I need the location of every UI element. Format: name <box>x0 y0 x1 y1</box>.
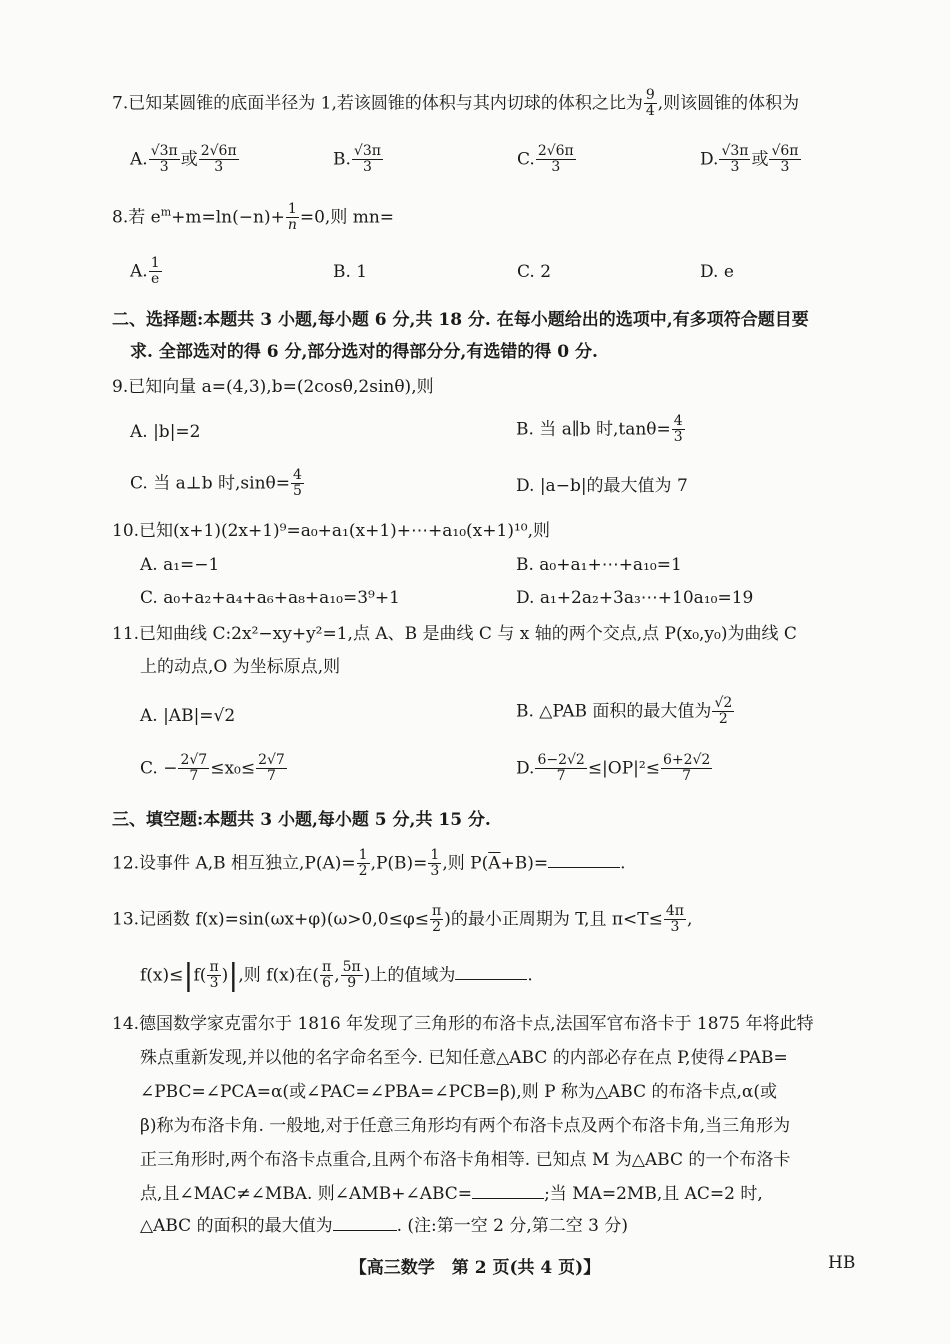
q10-option-c[interactable]: C. a₀+a₂+a₄+a₆+a₈+a₁₀=3⁹+1 <box>140 588 400 608</box>
q7-option-a[interactable]: A. $\frac{√3\pi}{3}$ 或 $\frac{2√6\pi}{3}$ <box>130 143 237 176</box>
q7-option-c[interactable]: C. $\frac{2√6\pi}{3}$ <box>517 143 574 176</box>
q11-stem: 11.已知曲线 C:2x²−xy+y²=1,点 A、B 是曲线 C 与 x 轴的两个交点,点 P(x₀,y₀)为曲线 C <box>112 624 797 644</box>
q14-answer-blank-1[interactable] <box>472 1198 544 1199</box>
q7-option-b[interactable]: B. $\frac{√3\pi}{3}$ <box>333 143 381 176</box>
q9-option-b[interactable]: B. 当 a∥b 时,tanθ= $\frac{4}{3}$ <box>516 413 683 446</box>
q14-answer-blank-2[interactable] <box>333 1230 397 1231</box>
q9-option-a[interactable]: A. |b|=2 <box>130 422 201 442</box>
q8-option-d[interactable]: D. e <box>700 262 734 282</box>
page-footer: 【高三数学 第 2 页(共 4 页)】 <box>349 1258 601 1278</box>
q14-stem-l4: β)称为布洛卡角. 一般地,对于任意三角形均有两个布洛卡点及两个布洛卡角,当三角形为 <box>140 1116 791 1136</box>
q9-option-c[interactable]: C. 当 a⊥b 时,sinθ= $\frac{4}{5}$ <box>130 467 302 500</box>
q13-stem: 13.记函数 f(x)=sin(ωx+φ)(ω>0,0≤φ≤ $\frac{\pi}{2}$ )的最小正周期为 T,且 π<T≤ $\frac{4\pi}{3}$ , <box>112 903 693 936</box>
q14-stem-l3: ∠PBC=∠PCA=α(或∠PAC=∠PBA=∠PCB=β),则 P 称为△ABC 的布洛卡点,α(或 <box>140 1082 778 1102</box>
section-2-heading-cont: 求. 全部选对的得 6 分,部分选对的得部分分,有选错的得 0 分. <box>130 342 598 362</box>
q9-option-d[interactable]: D. |a−b|的最大值为 7 <box>516 476 688 496</box>
q14-stem-l7: △ABC 的面积的最大值为 . (注:第一空 2 分,第二空 3 分) <box>140 1216 629 1236</box>
q9-stem: 9.已知向量 a=(4,3),b=(2cosθ,2sinθ),则 <box>112 377 434 397</box>
section-3-heading: 三、填空题:本题共 3 小题,每小题 5 分,共 15 分. <box>112 810 491 830</box>
q14-stem-l6: 点,且∠MAC≠∠MBA. 则∠AMB+∠ABC= ;当 MA=2MB,且 AC=2 时, <box>140 1184 763 1204</box>
q13-answer-blank[interactable] <box>455 979 527 980</box>
q11-option-a[interactable]: A. |AB|=√2 <box>140 706 236 726</box>
q11-option-b[interactable]: B. △PAB 面积的最大值为 $\frac{√2}{2}$ <box>516 695 733 728</box>
q14-stem-l1: 14.德国数学家克雷尔于 1816 年发现了三角形的布洛卡点,法国军官布洛卡于 1875 年将此特 <box>112 1014 814 1034</box>
paper-code: HB <box>828 1253 856 1273</box>
q8-option-b[interactable]: B. 1 <box>333 262 368 282</box>
q12-answer-blank[interactable] <box>548 867 620 868</box>
q13-stem-cont: f(x)≤|f( $\frac{\pi}{3}$ )|,则 f(x)在( $\frac{\pi}{6}$ , $\frac{5\pi}{9}$ )上的值域为 . <box>140 957 533 993</box>
q7-ratio-fraction: $\frac{9}{4}$ <box>645 87 655 120</box>
q12-stem: 12.设事件 A,B 相互独立,P(A)= $\frac{1}{2}$ ,P(B)= $\frac{1}{3}$ ,则 $P(\overline{A}+B)=$ . <box>112 847 626 880</box>
q11-option-c[interactable]: C. − $\frac{2√7}{7}$ ≤x₀≤ $\frac{2√7}{7}$ <box>140 752 285 785</box>
q10-option-b[interactable]: B. a₀+a₁+⋯+a₁₀=1 <box>516 555 682 575</box>
q8-option-c[interactable]: C. 2 <box>517 262 552 282</box>
q10-option-d[interactable]: D. a₁+2a₂+3a₃⋯+10a₁₀=19 <box>516 588 754 608</box>
q14-stem-l2: 殊点重新发现,并以他的名字命名至今. 已知任意△ABC 的内部必存在点 P,使得∠PAB= <box>140 1048 788 1068</box>
q8-stem: 8.若 $e^m+m=\ln(-n)+$ $\frac{1}{n}$ =0,则 mn= <box>112 201 395 234</box>
q7-stem: 7.已知某圆锥的底面半径为 1,若该圆锥的体积与其内切球的体积之比为 $\frac{9}{4}$ ,则该圆锥的体积为 <box>112 87 800 120</box>
section-2-heading: 二、选择题:本题共 3 小题,每小题 6 分,共 18 分. 在每小题给出的选项中,有多项符合题目要 <box>112 310 809 330</box>
q14-stem-l5: 正三角形时,两个布洛卡点重合,且两个布洛卡角相等. 已知点 M 为△ABC 的一个布洛卡 <box>140 1150 791 1170</box>
q7-option-d[interactable]: D. $\frac{√3\pi}{3}$ 或 $\frac{√6\pi}{3}$ <box>700 143 799 176</box>
q10-option-a[interactable]: A. a₁=−1 <box>140 555 220 575</box>
q8-option-a[interactable]: A. $\frac{1}{e}$ <box>130 255 160 288</box>
q11-option-d[interactable]: D. $\frac{6-2√2}{7}$ ≤|OP|²≤ $\frac{6+2√2}{7}$ <box>516 752 711 785</box>
q10-stem: 10.已知(x+1)(2x+1)⁹=a₀+a₁(x+1)+⋯+a₁₀(x+1)¹⁰,则 <box>112 521 550 541</box>
q11-stem-cont: 上的动点,O 为坐标原点,则 <box>140 657 341 677</box>
